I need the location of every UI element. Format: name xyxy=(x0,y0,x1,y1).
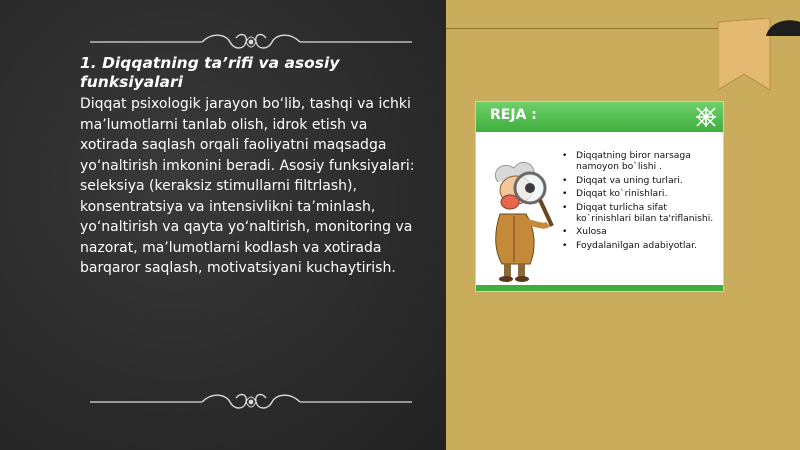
reja-plan-card xyxy=(475,101,724,292)
celtic-knot-icon xyxy=(695,106,717,128)
ribbon-curl-icon xyxy=(766,18,800,36)
reja-header xyxy=(476,102,723,132)
reja-list-item: • Diqqat turlicha sifat ko`rinishlari bilan ta'riflanishi. xyxy=(560,202,720,224)
reja-list-item: • Foydalanilgan adabiyotlar. xyxy=(560,240,720,251)
reja-title: REJA : xyxy=(490,107,537,123)
flourish-divider-icon xyxy=(90,30,412,54)
reja-list-item: • Xulosa xyxy=(560,226,720,237)
slide-heading: 1. Diqqatning ta’rifi va asosiy funksiyalari xyxy=(80,54,340,91)
reja-list-item: • Diqqatning biror narsaga namoyon bo`lishi . xyxy=(560,150,720,172)
reja-list-item: • Diqqat va uning turlari. xyxy=(560,175,720,186)
reja-footer-bar xyxy=(476,285,723,291)
flourish-divider-icon xyxy=(90,390,412,414)
reja-list xyxy=(560,150,720,253)
detective-magnifier-illustration xyxy=(480,154,560,284)
slide-body-text: Diqqat psixologik jarayon bo‘lib, tashqi va ichki ma’lumotlarni tanlab olish, idrok etish va xotirada saqlash orqali faoliyatni maqsadga yo‘naltirish imkonini beradi. Asosiy funksiyalari: seleksiya (keraksiz stimullarni filtrlash), konsentratsiya va intensivlikni ta’minlash, yo‘naltirish va qayta yo‘naltirish, monitoring va nazorat, ma’lumotlarni kodlash va xotirada barqaror saqlash, motivatsiyani kuchaytirish. xyxy=(80,96,415,276)
reja-list-item: • Diqqat ko`rinishlari. xyxy=(560,188,720,199)
